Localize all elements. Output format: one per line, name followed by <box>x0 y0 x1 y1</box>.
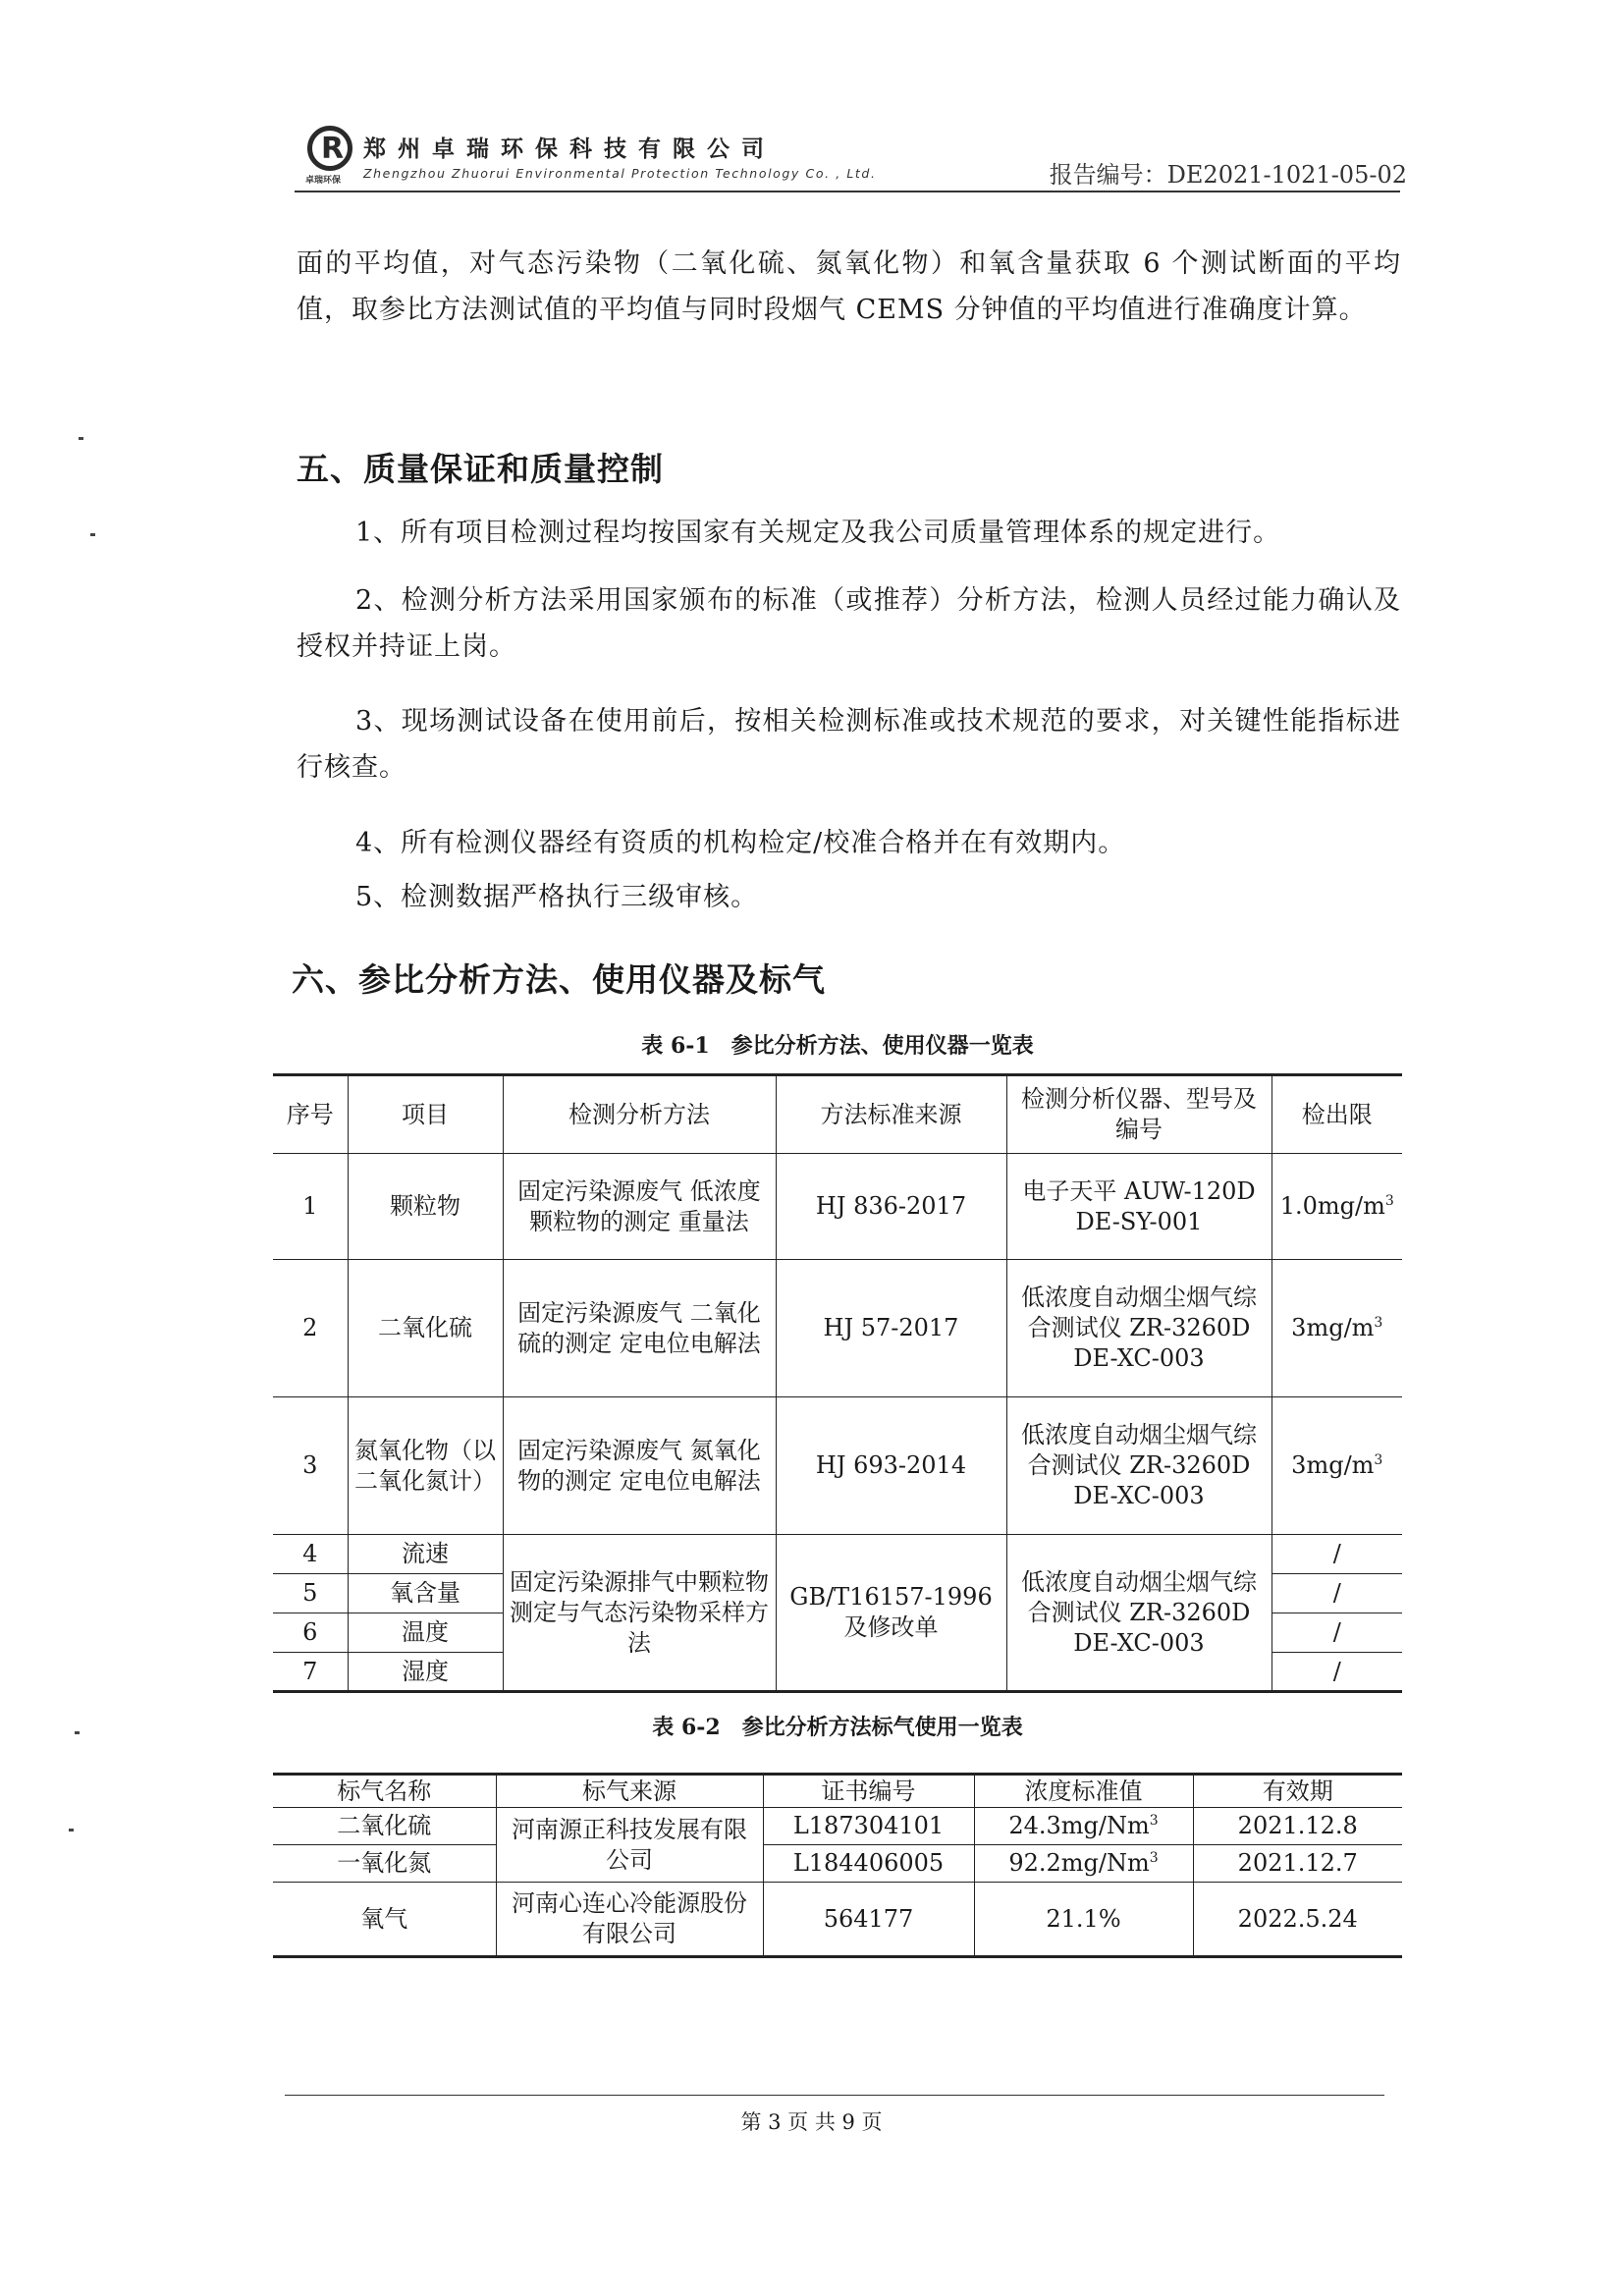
table-row <box>273 1260 1402 1397</box>
header-cell: 检测分析方法 <box>503 1075 776 1154</box>
header-cell: 检出限 <box>1271 1075 1402 1154</box>
row-instrument: 低浓度自动烟尘烟气综合测试仪 ZR-3260D DE-XC-003 <box>1006 1397 1271 1535</box>
limit-value: 3mg/m <box>1291 1451 1375 1479</box>
qa-item-3: 3、现场测试设备在使用前后，按相关检测标准或技术规范的要求，对关键性能指标进行核查。 <box>297 706 1401 783</box>
row-limit: / <box>1271 1535 1402 1574</box>
row-limit: / <box>1271 1653 1402 1692</box>
scan-speck <box>75 1731 80 1734</box>
row-limit <box>1271 1260 1402 1397</box>
section-6-title: 六、参比分析方法、使用仪器及标气 <box>292 960 826 999</box>
header-cell: 证书编号 <box>763 1775 974 1808</box>
limit-value: 1.0mg/m <box>1279 1192 1385 1220</box>
row-number: 2 <box>273 1260 348 1397</box>
table-header-row <box>273 1775 1402 1808</box>
group-standard: GB/T16157-1996 及修改单 <box>776 1535 1006 1692</box>
row-instrument: 电子天平 AUW-120D DE-SY-001 <box>1006 1154 1271 1260</box>
conc-unit-exponent: 3 <box>1149 1850 1159 1866</box>
row-item: 氮氧化物（以二氧化氮计） <box>348 1397 503 1535</box>
gas-cert: 564177 <box>763 1883 974 1957</box>
scan-speck <box>79 437 83 440</box>
page-number: 第 3 页 共 9 页 <box>740 2110 883 2134</box>
qa-item-4: 4、所有检测仪器经有资质的机构检定/校准合格并在有效期内。 <box>355 828 1126 858</box>
section-5-title: 五、质量保证和质量控制 <box>297 450 664 488</box>
gas-name: 氧气 <box>273 1883 496 1957</box>
qa-item-5: 5、检测数据严格执行三级审核。 <box>355 882 759 912</box>
row-number: 3 <box>273 1397 348 1535</box>
gas-conc <box>974 1808 1193 1845</box>
reference-method-table <box>273 1073 1402 1693</box>
group-instrument: 低浓度自动烟尘烟气综合测试仪 ZR-3260D DE-XC-003 <box>1006 1535 1271 1692</box>
row-limit <box>1271 1154 1402 1260</box>
row-standard: HJ 693-2014 <box>776 1397 1006 1535</box>
row-number: 5 <box>273 1574 348 1613</box>
logo-letter: R <box>321 132 345 166</box>
row-number: 4 <box>273 1535 348 1574</box>
row-limit: / <box>1271 1574 1402 1613</box>
company-logo <box>307 126 352 171</box>
row-item: 湿度 <box>348 1653 503 1692</box>
intro-paragraph: 面的平均值，对气态污染物（二氧化硫、氮氧化物）和氧含量获取 6 个测试断面的平均值，取参比方法测试值的平均值与同时段烟气 CEMS 分钟值的平均值进行准确度计算。 <box>297 248 1401 325</box>
table-6-1-caption: 表 6-1 参比分析方法、使用仪器一览表 <box>641 1033 1034 1059</box>
row-limit: / <box>1271 1613 1402 1653</box>
gas-expiry: 2021.12.8 <box>1193 1808 1402 1845</box>
row-item: 温度 <box>348 1613 503 1653</box>
table-row <box>273 1535 1402 1574</box>
header-cell: 序号 <box>273 1075 348 1154</box>
report-number: 报告编号：DE2021-1021-05-02 <box>1049 161 1407 189</box>
table-row <box>273 1397 1402 1535</box>
header-cell: 项目 <box>348 1075 503 1154</box>
conc-value: 24.3mg/Nm <box>1008 1812 1150 1839</box>
standard-gas-table <box>273 1773 1402 1958</box>
table-header-row <box>273 1075 1402 1154</box>
row-number: 7 <box>273 1653 348 1692</box>
gas-source: 河南源正科技发展有限公司 <box>496 1808 763 1883</box>
row-item: 二氧化硫 <box>348 1260 503 1397</box>
gas-source: 河南心连心冷能源股份有限公司 <box>496 1883 763 1957</box>
limit-unit-exponent: 3 <box>1374 1315 1383 1331</box>
company-name-cn: 郑州卓瑞环保科技有限公司 <box>363 137 776 162</box>
scan-speck <box>90 533 95 536</box>
header-cell: 方法标准来源 <box>776 1075 1006 1154</box>
gas-cert: L187304101 <box>763 1808 974 1845</box>
company-name-en: Zhengzhou Zhuorui Environmental Protection Technology Co. , Ltd. <box>363 166 877 181</box>
gas-name: 二氧化硫 <box>273 1808 496 1845</box>
row-method: 固定污染源废气 二氧化硫的测定 定电位电解法 <box>503 1260 776 1397</box>
header-cell: 浓度标准值 <box>974 1775 1193 1808</box>
table-row <box>273 1883 1402 1957</box>
row-method: 固定污染源废气 氮氧化物的测定 定电位电解法 <box>503 1397 776 1535</box>
footer-divider <box>285 2095 1384 2096</box>
table-row <box>273 1808 1402 1845</box>
qa-item-1: 1、所有项目检测过程均按国家有关规定及我公司质量管理体系的规定进行。 <box>355 518 1281 548</box>
gas-name: 一氧化氮 <box>273 1845 496 1883</box>
row-method: 固定污染源废气 低浓度颗粒物的测定 重量法 <box>503 1154 776 1260</box>
gas-cert: L184406005 <box>763 1845 974 1883</box>
gas-expiry: 2021.12.7 <box>1193 1845 1402 1883</box>
qa-item-2: 2、检测分析方法采用国家颁布的标准（或推荐）分析方法，检测人员经过能力确认及授权并持证上岗。 <box>297 585 1401 662</box>
conc-value: 92.2mg/Nm <box>1008 1849 1150 1877</box>
table-row <box>273 1154 1402 1260</box>
row-number: 1 <box>273 1154 348 1260</box>
row-standard: HJ 836-2017 <box>776 1154 1006 1260</box>
limit-value: 3mg/m <box>1291 1314 1375 1341</box>
row-number: 6 <box>273 1613 348 1653</box>
row-limit <box>1271 1397 1402 1535</box>
table-6-2-caption: 表 6-2 参比分析方法标气使用一览表 <box>652 1715 1023 1740</box>
header-cell: 标气来源 <box>496 1775 763 1808</box>
row-standard: HJ 57-2017 <box>776 1260 1006 1397</box>
logo-caption: 卓瑞环保 <box>305 176 342 186</box>
scan-speck <box>69 1829 74 1831</box>
gas-conc <box>974 1845 1193 1883</box>
limit-unit-exponent: 3 <box>1374 1452 1383 1468</box>
header-cell: 有效期 <box>1193 1775 1402 1808</box>
row-item: 氧含量 <box>348 1574 503 1613</box>
limit-unit-exponent: 3 <box>1384 1193 1394 1209</box>
row-item: 颗粒物 <box>348 1154 503 1260</box>
table-row <box>273 1845 1402 1883</box>
conc-unit-exponent: 3 <box>1149 1813 1159 1829</box>
row-instrument: 低浓度自动烟尘烟气综合测试仪 ZR-3260D DE-XC-003 <box>1006 1260 1271 1397</box>
gas-expiry: 2022.5.24 <box>1193 1883 1402 1957</box>
header-cell: 检测分析仪器、型号及编号 <box>1006 1075 1271 1154</box>
header-cell: 标气名称 <box>273 1775 496 1808</box>
gas-conc: 21.1% <box>974 1883 1193 1957</box>
row-item: 流速 <box>348 1535 503 1574</box>
group-method: 固定污染源排气中颗粒物测定与气态污染物采样方法 <box>503 1535 776 1692</box>
header-divider <box>295 191 1400 192</box>
